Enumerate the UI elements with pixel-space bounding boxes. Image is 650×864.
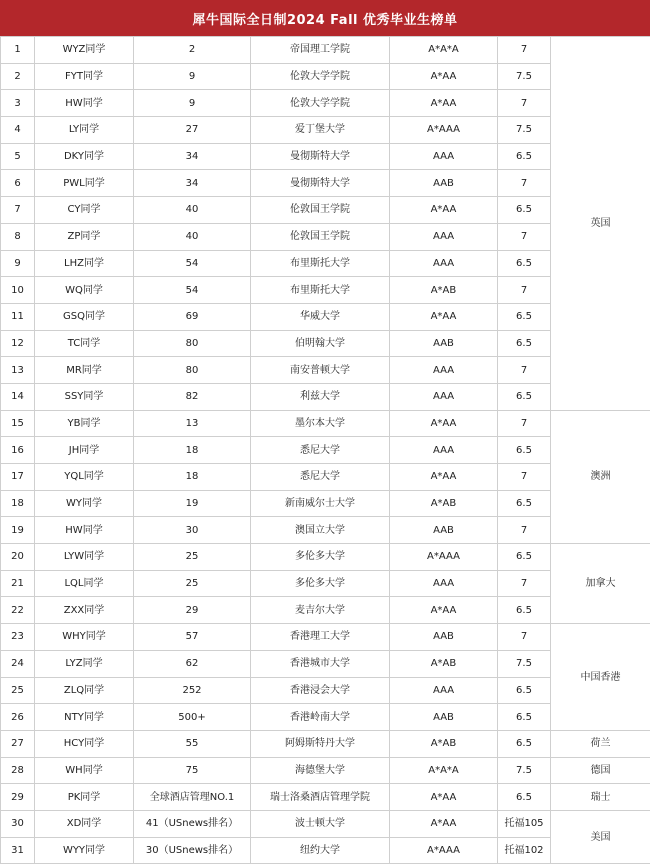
university-name: 曼彻斯特大学 (251, 170, 390, 197)
student-name: FYT同学 (35, 63, 134, 90)
ielts-score: 7 (498, 570, 551, 597)
ielts-score: 7.5 (498, 757, 551, 784)
a-level-grades: A*AAA (390, 837, 498, 864)
university-rank: 41（USnews排名） (134, 810, 251, 837)
region-label: 荷兰 (551, 730, 650, 757)
university-rank: 80 (134, 330, 251, 357)
a-level-grades: AAA (390, 383, 498, 410)
university-rank: 82 (134, 383, 251, 410)
university-rank: 19 (134, 490, 251, 517)
ielts-score: 托福102 (498, 837, 551, 864)
student-name: HCY同学 (35, 730, 134, 757)
page-title: 犀牛国际全日制2024 Fall 优秀毕业生榜单 (0, 0, 650, 36)
ielts-score: 6.5 (498, 143, 551, 170)
ielts-score: 6.5 (498, 250, 551, 277)
student-name: WY同学 (35, 490, 134, 517)
row-number: 8 (1, 223, 35, 250)
graduate-ranking-table (0, 36, 650, 864)
student-name: ZXX同学 (35, 597, 134, 624)
a-level-grades: A*AB (390, 650, 498, 677)
row-number: 2 (1, 63, 35, 90)
university-rank: 29 (134, 597, 251, 624)
university-name: 布里斯托大学 (251, 250, 390, 277)
university-name: 墨尔本大学 (251, 410, 390, 437)
university-name: 华威大学 (251, 303, 390, 330)
university-name: 帝国理工学院 (251, 37, 390, 64)
row-number: 29 (1, 784, 35, 811)
ielts-score: 7 (498, 410, 551, 437)
region-label: 中国香港 (551, 624, 650, 731)
student-name: LQL同学 (35, 570, 134, 597)
university-rank: 55 (134, 730, 251, 757)
ielts-score: 7.5 (498, 63, 551, 90)
student-name: GSQ同学 (35, 303, 134, 330)
a-level-grades: A*AB (390, 277, 498, 304)
ielts-score: 7 (498, 90, 551, 117)
row-number: 28 (1, 757, 35, 784)
ielts-score: 6.5 (498, 677, 551, 704)
table-row (1, 784, 650, 811)
table-row (1, 810, 650, 837)
university-rank: 500+ (134, 704, 251, 731)
ielts-score: 6.5 (498, 544, 551, 571)
university-name: 香港浸会大学 (251, 677, 390, 704)
university-rank: 25 (134, 544, 251, 571)
university-rank: 30（USnews排名） (134, 837, 251, 864)
a-level-grades: AAA (390, 437, 498, 464)
university-name: 伯明翰大学 (251, 330, 390, 357)
ielts-score: 6.5 (498, 197, 551, 224)
row-number: 22 (1, 597, 35, 624)
university-rank: 2 (134, 37, 251, 64)
region-label: 加拿大 (551, 544, 650, 624)
row-number: 24 (1, 650, 35, 677)
region-label: 美国 (551, 810, 650, 863)
student-name: YQL同学 (35, 464, 134, 491)
student-name: NTY同学 (35, 704, 134, 731)
row-number: 12 (1, 330, 35, 357)
row-number: 21 (1, 570, 35, 597)
student-name: LYZ同学 (35, 650, 134, 677)
university-name: 利兹大学 (251, 383, 390, 410)
university-name: 香港理工大学 (251, 624, 390, 651)
a-level-grades: A*A*A (390, 757, 498, 784)
university-name: 阿姆斯特丹大学 (251, 730, 390, 757)
row-number: 10 (1, 277, 35, 304)
university-rank: 27 (134, 117, 251, 144)
university-rank: 40 (134, 197, 251, 224)
table-row (1, 730, 650, 757)
ielts-score: 6.5 (498, 730, 551, 757)
row-number: 13 (1, 357, 35, 384)
a-level-grades: A*AA (390, 784, 498, 811)
a-level-grades: AAA (390, 570, 498, 597)
university-rank: 18 (134, 437, 251, 464)
university-name: 悉尼大学 (251, 464, 390, 491)
row-number: 1 (1, 37, 35, 64)
row-number: 31 (1, 837, 35, 864)
university-rank: 40 (134, 223, 251, 250)
a-level-grades: A*AA (390, 597, 498, 624)
region-label: 澳洲 (551, 410, 650, 543)
ielts-score: 7 (498, 357, 551, 384)
ielts-score: 6.5 (498, 597, 551, 624)
table-row (1, 624, 650, 651)
university-name: 麦吉尔大学 (251, 597, 390, 624)
ielts-score: 6.5 (498, 437, 551, 464)
university-rank: 57 (134, 624, 251, 651)
ielts-score: 6.5 (498, 383, 551, 410)
a-level-grades: AAB (390, 704, 498, 731)
a-level-grades: A*AAA (390, 117, 498, 144)
ielts-score: 7 (498, 223, 551, 250)
ielts-score: 7.5 (498, 117, 551, 144)
university-rank: 69 (134, 303, 251, 330)
university-rank: 80 (134, 357, 251, 384)
row-number: 6 (1, 170, 35, 197)
university-rank: 18 (134, 464, 251, 491)
university-name: 多伦多大学 (251, 570, 390, 597)
university-rank: 30 (134, 517, 251, 544)
row-number: 7 (1, 197, 35, 224)
university-rank: 252 (134, 677, 251, 704)
row-number: 5 (1, 143, 35, 170)
a-level-grades: AAB (390, 624, 498, 651)
row-number: 23 (1, 624, 35, 651)
region-label: 德国 (551, 757, 650, 784)
student-name: CY同学 (35, 197, 134, 224)
university-name: 伦敦国王学院 (251, 197, 390, 224)
row-number: 16 (1, 437, 35, 464)
ielts-score: 7 (498, 170, 551, 197)
student-name: WYY同学 (35, 837, 134, 864)
a-level-grades: A*AB (390, 730, 498, 757)
ielts-score: 7 (498, 464, 551, 491)
ielts-score: 7 (498, 277, 551, 304)
student-name: SSY同学 (35, 383, 134, 410)
university-name: 纽约大学 (251, 837, 390, 864)
student-name: WYZ同学 (35, 37, 134, 64)
university-name: 瑞士洛桑酒店管理学院 (251, 784, 390, 811)
row-number: 3 (1, 90, 35, 117)
ielts-score: 7 (498, 37, 551, 64)
student-name: PWL同学 (35, 170, 134, 197)
table-row (1, 410, 650, 437)
row-number: 4 (1, 117, 35, 144)
a-level-grades: A*A*A (390, 37, 498, 64)
university-rank: 9 (134, 90, 251, 117)
student-name: HW同学 (35, 90, 134, 117)
table-row (1, 544, 650, 571)
university-name: 香港岭南大学 (251, 704, 390, 731)
row-number: 25 (1, 677, 35, 704)
a-level-grades: A*AA (390, 63, 498, 90)
university-rank: 34 (134, 143, 251, 170)
ielts-score: 6.5 (498, 490, 551, 517)
university-rank: 9 (134, 63, 251, 90)
university-rank: 全球酒店管理NO.1 (134, 784, 251, 811)
ielts-score: 托福105 (498, 810, 551, 837)
university-name: 布里斯托大学 (251, 277, 390, 304)
row-number: 26 (1, 704, 35, 731)
student-name: JH同学 (35, 437, 134, 464)
region-label: 瑞士 (551, 784, 650, 811)
a-level-grades: A*AA (390, 810, 498, 837)
university-name: 南安普顿大学 (251, 357, 390, 384)
a-level-grades: A*AA (390, 464, 498, 491)
student-name: ZP同学 (35, 223, 134, 250)
university-rank: 54 (134, 277, 251, 304)
row-number: 9 (1, 250, 35, 277)
a-level-grades: AAB (390, 170, 498, 197)
a-level-grades: A*AAA (390, 544, 498, 571)
student-name: YB同学 (35, 410, 134, 437)
ielts-score: 7 (498, 624, 551, 651)
university-rank: 13 (134, 410, 251, 437)
a-level-grades: A*AA (390, 197, 498, 224)
ielts-score: 6.5 (498, 704, 551, 731)
student-name: LY同学 (35, 117, 134, 144)
university-name: 澳国立大学 (251, 517, 390, 544)
student-name: HW同学 (35, 517, 134, 544)
a-level-grades: AAB (390, 517, 498, 544)
row-number: 20 (1, 544, 35, 571)
row-number: 19 (1, 517, 35, 544)
row-number: 15 (1, 410, 35, 437)
ielts-score: 7 (498, 517, 551, 544)
student-name: XD同学 (35, 810, 134, 837)
student-name: TC同学 (35, 330, 134, 357)
student-name: WH同学 (35, 757, 134, 784)
a-level-grades: A*AA (390, 303, 498, 330)
university-name: 多伦多大学 (251, 544, 390, 571)
university-rank: 25 (134, 570, 251, 597)
student-name: WQ同学 (35, 277, 134, 304)
student-name: LHZ同学 (35, 250, 134, 277)
university-name: 曼彻斯特大学 (251, 143, 390, 170)
student-name: MR同学 (35, 357, 134, 384)
university-name: 悉尼大学 (251, 437, 390, 464)
table-row (1, 37, 650, 64)
a-level-grades: AAA (390, 677, 498, 704)
student-name: DKY同学 (35, 143, 134, 170)
university-name: 波士顿大学 (251, 810, 390, 837)
row-number: 17 (1, 464, 35, 491)
university-name: 香港城市大学 (251, 650, 390, 677)
a-level-grades: AAA (390, 250, 498, 277)
row-number: 27 (1, 730, 35, 757)
ielts-score: 6.5 (498, 303, 551, 330)
student-name: ZLQ同学 (35, 677, 134, 704)
a-level-grades: AAA (390, 357, 498, 384)
university-rank: 75 (134, 757, 251, 784)
row-number: 30 (1, 810, 35, 837)
ielts-score: 7.5 (498, 650, 551, 677)
region-label: 英国 (551, 37, 650, 411)
university-rank: 34 (134, 170, 251, 197)
a-level-grades: AAB (390, 330, 498, 357)
university-name: 伦敦大学学院 (251, 63, 390, 90)
student-name: PK同学 (35, 784, 134, 811)
university-name: 伦敦大学学院 (251, 90, 390, 117)
a-level-grades: A*AA (390, 410, 498, 437)
ielts-score: 6.5 (498, 330, 551, 357)
ielts-score: 6.5 (498, 784, 551, 811)
a-level-grades: A*AA (390, 90, 498, 117)
table-row (1, 757, 650, 784)
row-number: 14 (1, 383, 35, 410)
student-name: LYW同学 (35, 544, 134, 571)
university-name: 伦敦国王学院 (251, 223, 390, 250)
university-rank: 62 (134, 650, 251, 677)
university-name: 海德堡大学 (251, 757, 390, 784)
university-rank: 54 (134, 250, 251, 277)
university-name: 新南威尔士大学 (251, 490, 390, 517)
a-level-grades: AAA (390, 143, 498, 170)
row-number: 11 (1, 303, 35, 330)
a-level-grades: A*AB (390, 490, 498, 517)
university-name: 爱丁堡大学 (251, 117, 390, 144)
row-number: 18 (1, 490, 35, 517)
student-name: WHY同学 (35, 624, 134, 651)
a-level-grades: AAA (390, 223, 498, 250)
table-body (1, 37, 650, 864)
